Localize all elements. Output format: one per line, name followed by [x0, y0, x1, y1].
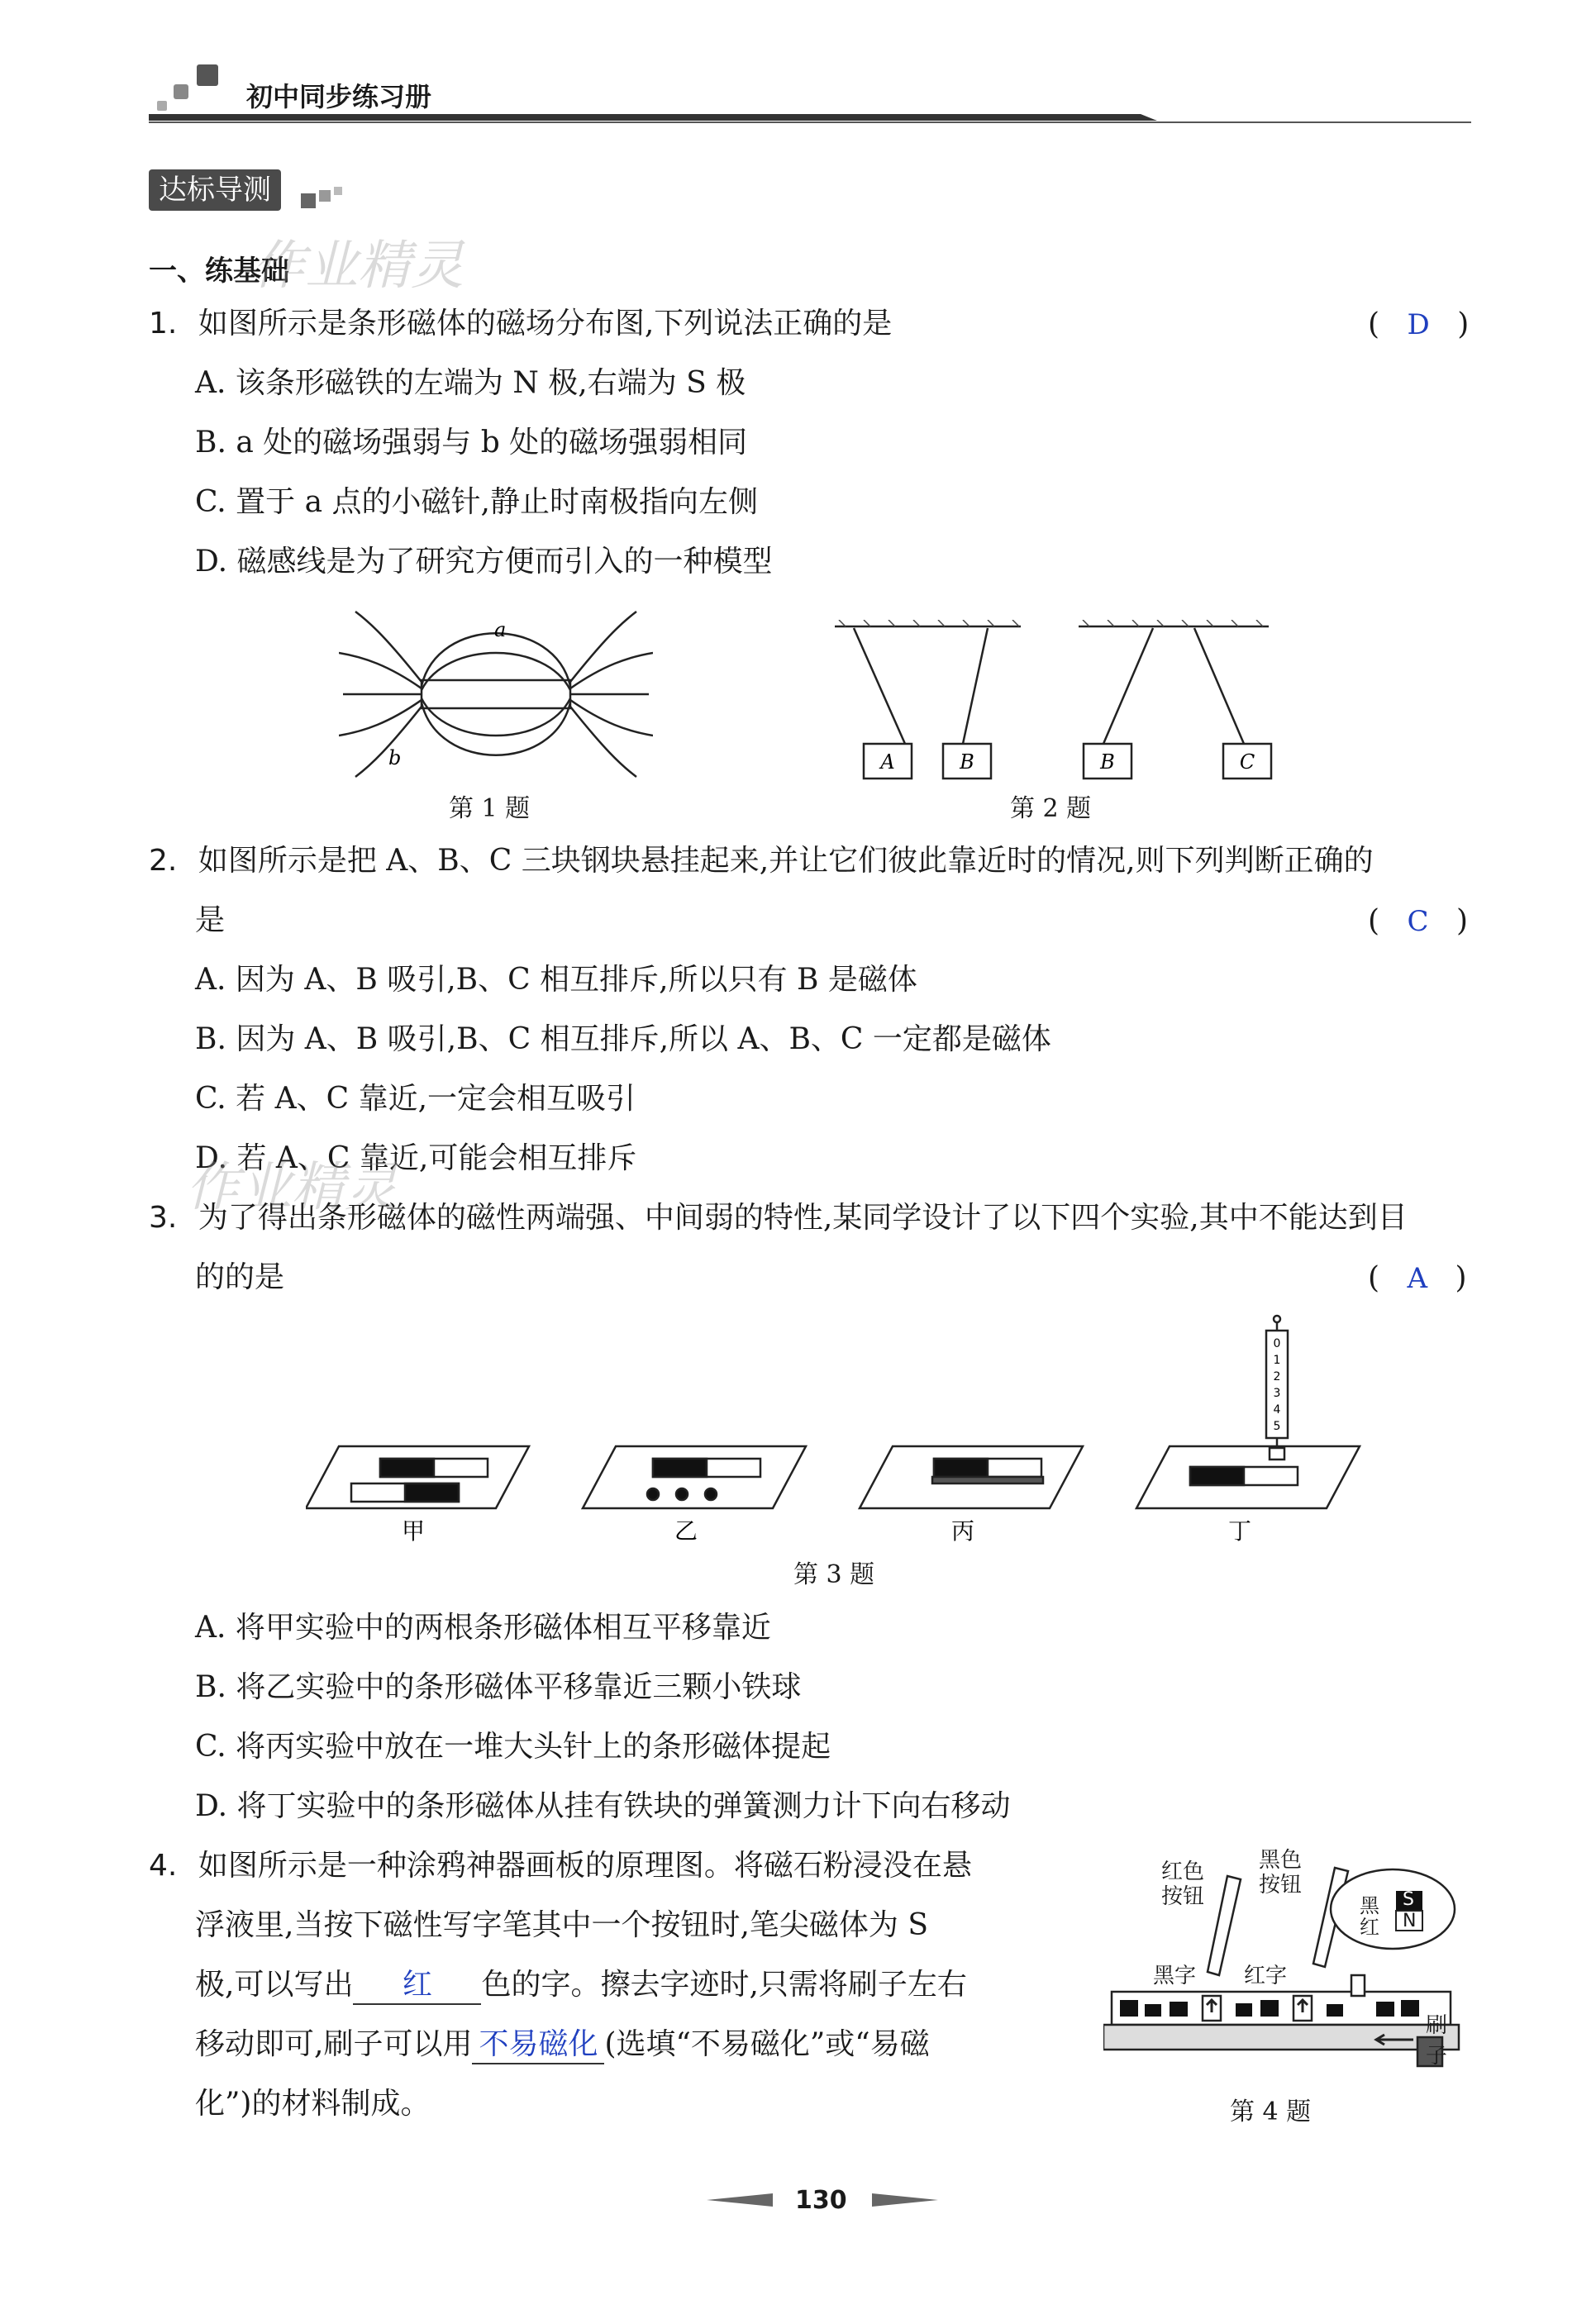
fig3-scale-2: 2 [1273, 1370, 1281, 1383]
fig4-legend-red: 红 [1360, 1916, 1379, 1939]
fig4-doodle-board [1103, 1843, 1467, 2074]
fig4-pole-n: N [1403, 1911, 1417, 1931]
q3-option-c: C. 将丙实验中放在一堆大头针上的条形磁体提起 [195, 1730, 831, 1764]
q4-line4-pre: 移动即可,刷子可以用 [195, 2027, 473, 2061]
q1-answer: D [1407, 308, 1430, 341]
q1-option-a: A. 该条形磁铁的左端为 N 极,右端为 S 极 [195, 366, 746, 400]
q4-line3-post: 色的字。擦去字迹时,只需将刷子左右 [481, 1968, 967, 2002]
header-rule [149, 109, 1471, 126]
fig3-experiments [306, 1314, 1372, 1545]
fig2-block-c: C [1239, 750, 1255, 774]
q3-answer: A [1407, 1262, 1428, 1295]
fig3-label-jia: 甲 [401, 1517, 426, 1545]
q2-option-d: D. 若 A、C 靠近,可能会相互排斥 [195, 1141, 637, 1175]
fig1-label-a: a [494, 618, 507, 641]
fig3-scale-4: 4 [1273, 1403, 1281, 1417]
fig2-suspended-blocks [831, 620, 1273, 785]
q3-option-d: D. 将丁实验中的条形磁体从挂有铁块的弹簧测力计下向右移动 [195, 1789, 1011, 1823]
q2-option-a: A. 因为 A、B 吸引,B、C 相互排斥,所以只有 B 是磁体 [195, 963, 917, 997]
q4-blank-material: 不易磁化 [472, 2026, 604, 2064]
fig2-block-b2: B [1100, 750, 1115, 774]
fig4-black-button: 黑色 按钮 [1259, 1848, 1303, 1898]
q1-number: 1. [149, 307, 178, 340]
fig3-caption: 第 3 题 [793, 1560, 875, 1589]
fig1-label-b: b [388, 746, 402, 769]
sub-heading: 一、练基础 [149, 255, 289, 288]
fig1-magnet-field [339, 607, 653, 781]
q1-stem [149, 306, 892, 342]
fig3-label-ding: 丁 [1227, 1517, 1252, 1545]
q4-line4 [195, 2026, 930, 2064]
q3-answer-box: ( A ) [1368, 1261, 1467, 1295]
q4-blank-color: 红 [353, 1967, 481, 2005]
q2-option-b: B. 因为 A、B 吸引,B、C 相互排斥,所以 A、B、C 一定都是磁体 [195, 1022, 1051, 1056]
section-badge [149, 169, 281, 211]
q4-line1 [149, 1848, 972, 1884]
page-number: 130 [795, 2186, 847, 2215]
fig4-brush: 刷子 [1426, 2013, 1448, 2069]
header-decoration [149, 64, 223, 114]
fig3-scale-1: 1 [1273, 1354, 1281, 1367]
q3-option-a: A. 将甲实验中的两根条形磁体相互平移靠近 [195, 1611, 771, 1645]
q2-stem-text: 如图所示是把 A、B、C 三块钢块悬挂起来,并让它们彼此靠近时的情况,则下列判断正确的 [198, 844, 1374, 878]
q1-option-d: D. 磁感线是为了研究方便而引入的一种模型 [195, 545, 773, 579]
header-book-title: 初中同步练习册 [246, 81, 432, 112]
q1-option-c: C. 置于 a 点的小磁针,静止时南极指向左侧 [195, 485, 758, 519]
fig4-black-char: 黑字 [1153, 1964, 1197, 1988]
fig4-red-button: 红色 按钮 [1161, 1859, 1205, 1909]
fig4-legend-black: 黑 [1360, 1894, 1379, 1917]
q2-answer: C [1407, 905, 1429, 938]
fig4-caption: 第 4 题 [1230, 2098, 1312, 2126]
q1-answer-box: ( D ) [1368, 307, 1470, 341]
q2-stem-line2: 是 [195, 903, 226, 937]
fig3-scale-0: 0 [1273, 1337, 1281, 1350]
q4-line3-pre: 极,可以写出 [195, 1968, 354, 2002]
q1-option-b: B. a 处的磁场强弱与 b 处的磁场强弱相同 [195, 426, 748, 460]
q3-stem-text: 为了得出条形磁体的磁性两端强、中间弱的特性,某同学设计了以下四个实验,其中不能达到目 [198, 1201, 1408, 1235]
fig4-pole-s: S [1403, 1889, 1414, 1910]
q4-line2: 浮液里,当按下磁性写字笔其中一个按钮时,笔尖磁体为 S [195, 1908, 928, 1942]
fig2-block-a: A [880, 750, 895, 774]
q1-stem-text: 如图所示是条形磁体的磁场分布图,下列说法正确的是 [198, 307, 893, 340]
fig3-scale-5: 5 [1273, 1420, 1281, 1433]
fig3-scale-3: 3 [1273, 1387, 1281, 1400]
q4-line3 [195, 1967, 967, 2005]
fig4-red-char: 红字 [1244, 1964, 1288, 1988]
q2-number: 2. [149, 844, 178, 878]
fig2-caption: 第 2 题 [1010, 794, 1092, 823]
q2-option-c: C. 若 A、C 靠近,一定会相互吸引 [195, 1082, 636, 1116]
q3-stem-line2: 的的是 [195, 1260, 285, 1294]
fig1-caption: 第 1 题 [449, 794, 531, 823]
q3-stem-line1 [149, 1200, 1408, 1236]
q3-number: 3. [149, 1201, 178, 1235]
q2-stem-line1 [149, 843, 1374, 879]
q4-line1-text: 如图所示是一种涂鸦神器画板的原理图。将磁石粉浸没在悬 [198, 1849, 972, 1883]
fig3-label-yi: 乙 [674, 1517, 698, 1545]
watermark-2: 作业精灵 [186, 1157, 398, 1218]
q4-line4-post: (选填“不易磁化”或“易磁 [604, 2027, 930, 2061]
badge-decoration [301, 187, 350, 212]
q4-number: 4. [149, 1849, 178, 1883]
fig2-block-b1: B [960, 750, 974, 774]
q2-answer-box: ( C ) [1368, 904, 1469, 938]
q3-option-b: B. 将乙实验中的条形磁体平移靠近三颗小铁球 [195, 1670, 802, 1704]
section-badge-label: 达标导测 [159, 174, 271, 207]
fig3-label-bing: 丙 [950, 1517, 975, 1545]
watermark: 作业精灵 [252, 236, 464, 297]
q4-line5: 化”)的材料制成。 [195, 2087, 431, 2121]
